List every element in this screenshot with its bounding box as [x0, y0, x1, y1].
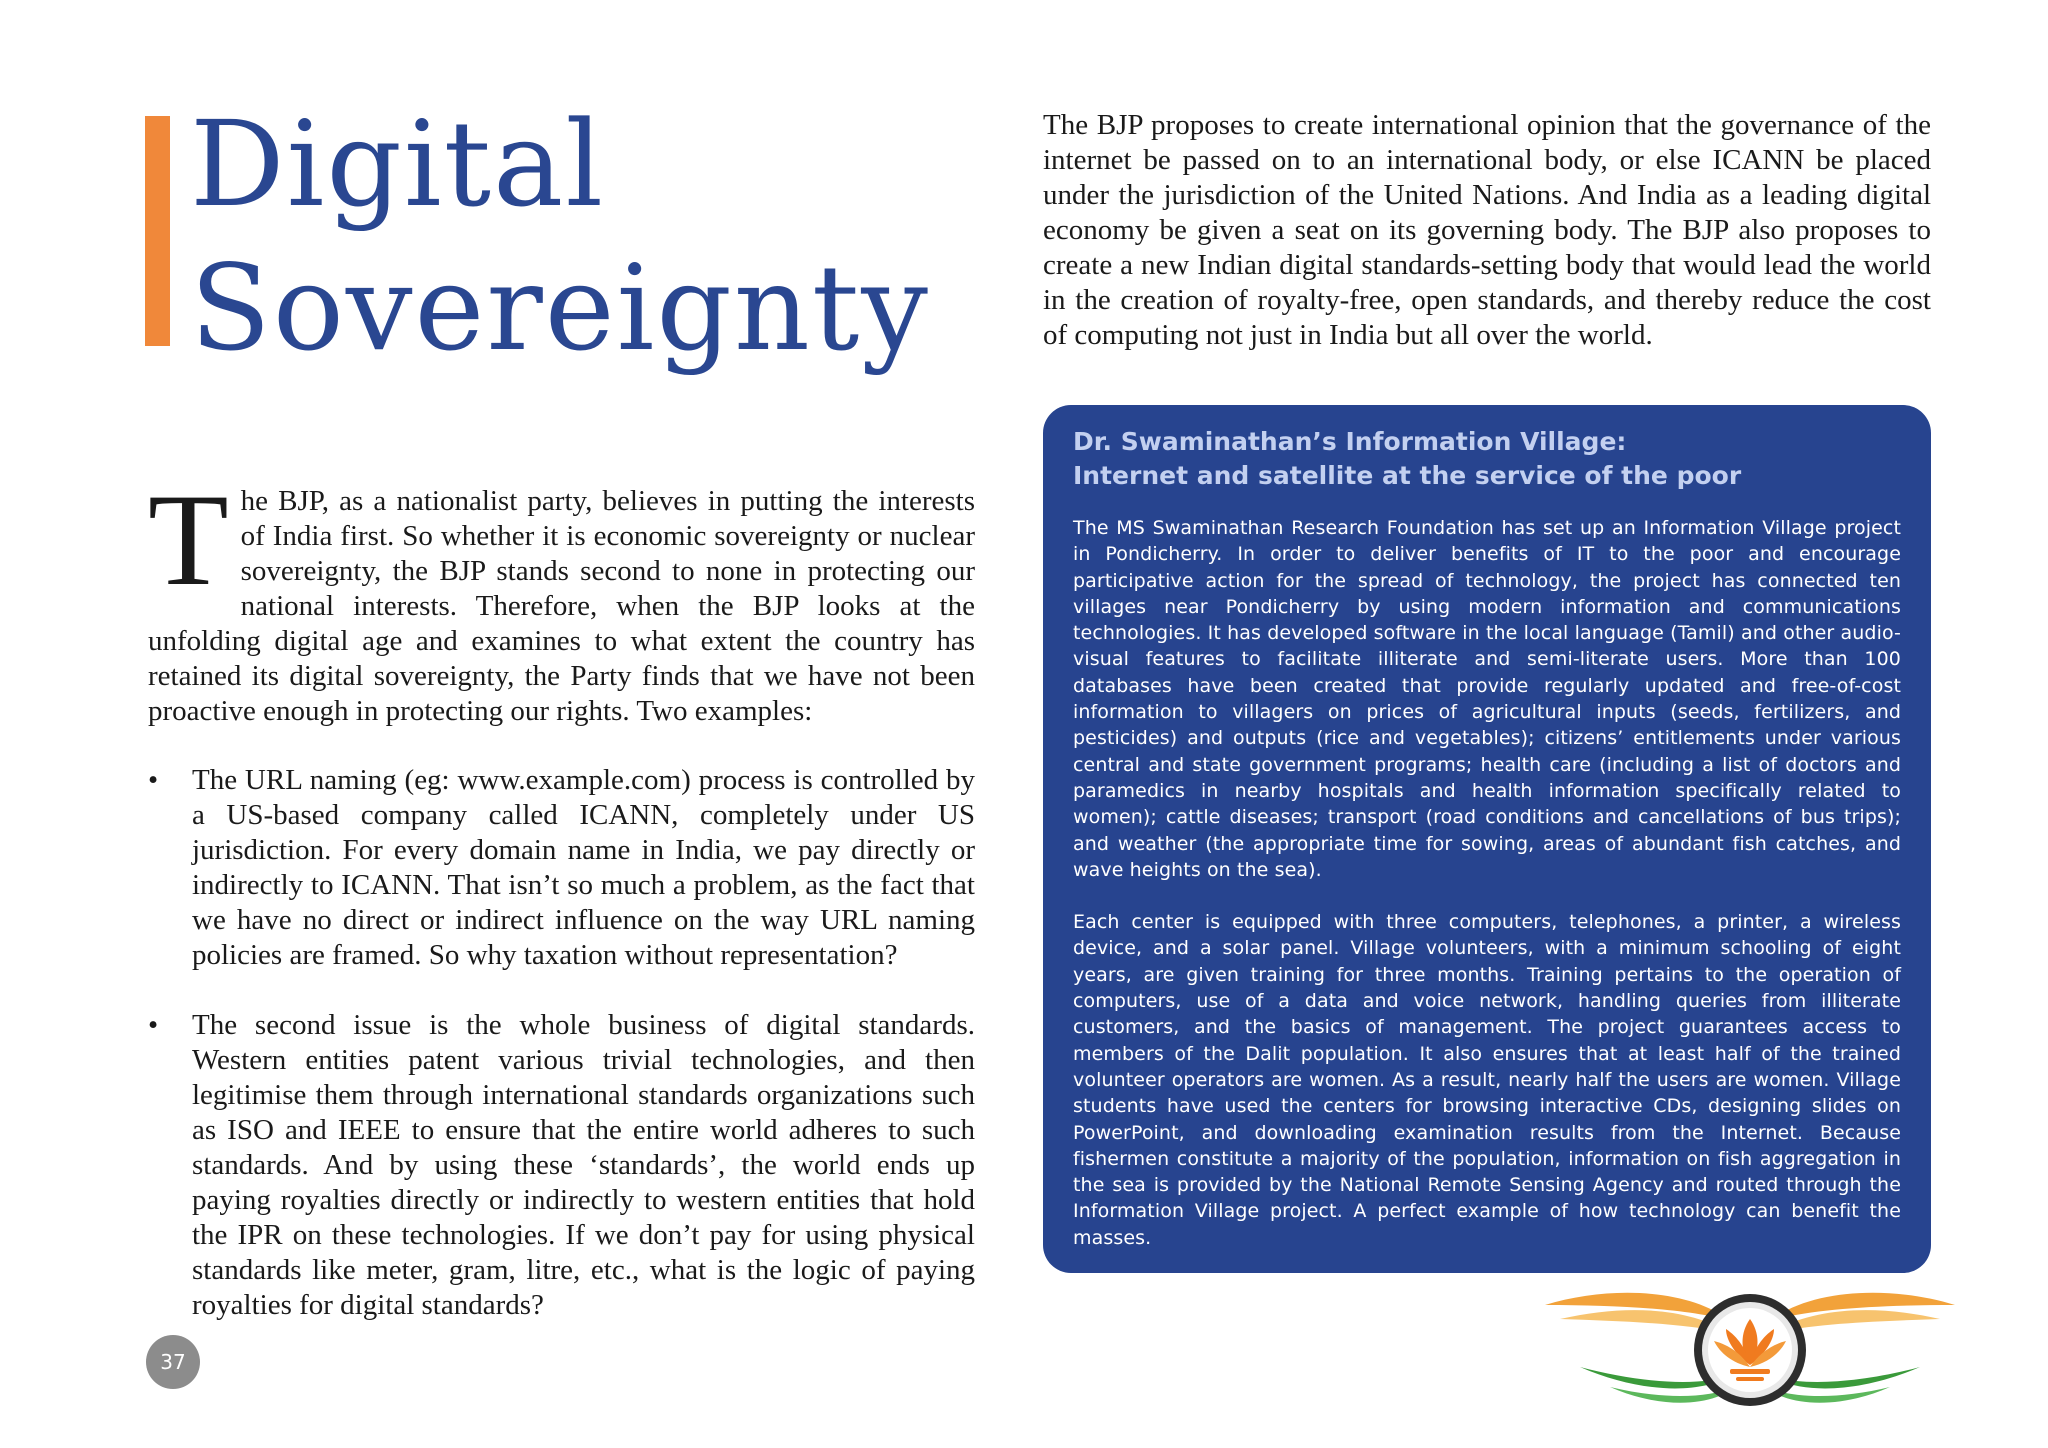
- page-title: [190, 92, 930, 380]
- bullet-item: [148, 1008, 975, 1323]
- box-paragraph-1: The MS Swaminathan Research Foundation has set up an Information Village project in Pondicherry. In order to deliver benefits of IT to the poor and encourage participative action for the spread of technology, the project has connected ten villages near Pondicherry by using modern information and communications technologies. It has developed software in the local language (Tamil) and other audio-visual features to facilitate illiterate and semi-literate users. More than 100 databases have been created that provide regularly updated and free-of-cost information to villagers on prices of agricultural inputs (seeds, fertilizers, and pesticides) and outputs (rice and vegetables); citizens’ entitlements under various central and state government programs; health care (including a list of doctors and paramedics in nearby hospitals and health information specifically related to women); cattle diseases; transport (road conditions and cancellations of bus trips); and weather (the appropriate time for sowing, areas of abundant fish catches, and wave heights on the sea).: [1073, 517, 1901, 881]
- info-village-box: [1043, 405, 1931, 1273]
- bullet-symbol: •: [148, 1009, 159, 1041]
- bullet-list: [148, 763, 975, 1323]
- bullet-text: The URL naming (eg: www.example.com) process is controlled by a US-based company called ICANN, completely under US jurisdiction. For every domain name in India, we pay directly or indirectly to ICANN. That isn’t so much a problem, as the fact that we have no direct or indirect influence on the way URL naming policies are framed. So why taxation without representation?: [192, 764, 975, 971]
- box-title-line1: Dr. Swaminathan’s Information Village:: [1073, 427, 1627, 456]
- page-title-line1: Digital: [190, 95, 606, 233]
- page-title-line2: Sovereignty: [190, 239, 930, 377]
- lead-paragraph: [148, 466, 975, 729]
- title-accent-bar: [145, 116, 170, 346]
- page-number: 37: [160, 1350, 186, 1374]
- bullet-text: The second issue is the whole business of digital standards. Western entities patent various trivial technologies, and then legitimise them through international standards organizations such as ISO and IEEE to ensure that the entire world adheres to such standards. And by using these ‘standards’, the world ends up paying royalties directly or indirectly to western entities that hold the IPR on these technologies. If we don’t pay for using physical standards like meter, gram, litre, etc., what is the logic of paying royalties for digital standards?: [192, 1009, 975, 1321]
- bullet-item: [148, 763, 975, 973]
- intro-paragraph: The BJP proposes to create international opinion that the governance of the internet be passed on to an international body, or else ICANN be placed under the jurisdiction of the United Nations. And India as a leading digital economy be given a seat on its governing body. The BJP also proposes to create a new Indian digital standards-setting body that would lead the world in the creation of royalty-free, open standards, and thereby reduce the cost of computing not just in India but all over the world.: [1043, 109, 1931, 351]
- lotus-emblem-icon: [1540, 1275, 1960, 1435]
- box-title: [1073, 425, 1901, 493]
- page-number-badge: [146, 1335, 200, 1389]
- box-title-line2: Internet and satellite at the service of the poor: [1073, 461, 1742, 490]
- left-column: [148, 466, 975, 1358]
- box-paragraph-2: Each center is equipped with three computers, telephones, a printer, a wireless device, and a solar panel. Village volunteers, with a minimum schooling of eight years, are given training for three months. Training pertains to the operation of computers, use of a data and voice network, handling queries from illiterate customers, and the basics of management. The project guarantees access to members of the Dalit population. It also ensures that at least half of the trained volunteer operators are women. As a result, nearly half the users are women. Village students have used the centers for browsing interactive CDs, designing slides on PowerPoint, and downloading examination results from the Internet. Because fishermen constitute a majority of the population, information on fish aggregation in the sea is provided by the National Remote Sensing Agency and routed through the Information Village project. A perfect example of how technology can benefit the masses.: [1073, 911, 1901, 1249]
- lead-text: he BJP, as a nationalist party, believes in putting the interests of India first. So whether it is economic sovereignty or nuclear sovereignty, the BJP stands second to none in protecting our national interests. Therefore, when the BJP looks at the unfolding digital age and examines to what extent the country has retained its digital sovereignty, the Party finds that we have not been proactive enough in protecting our rights. Two examples:: [148, 485, 975, 727]
- bullet-symbol: •: [148, 764, 159, 796]
- drop-cap: T: [148, 466, 229, 613]
